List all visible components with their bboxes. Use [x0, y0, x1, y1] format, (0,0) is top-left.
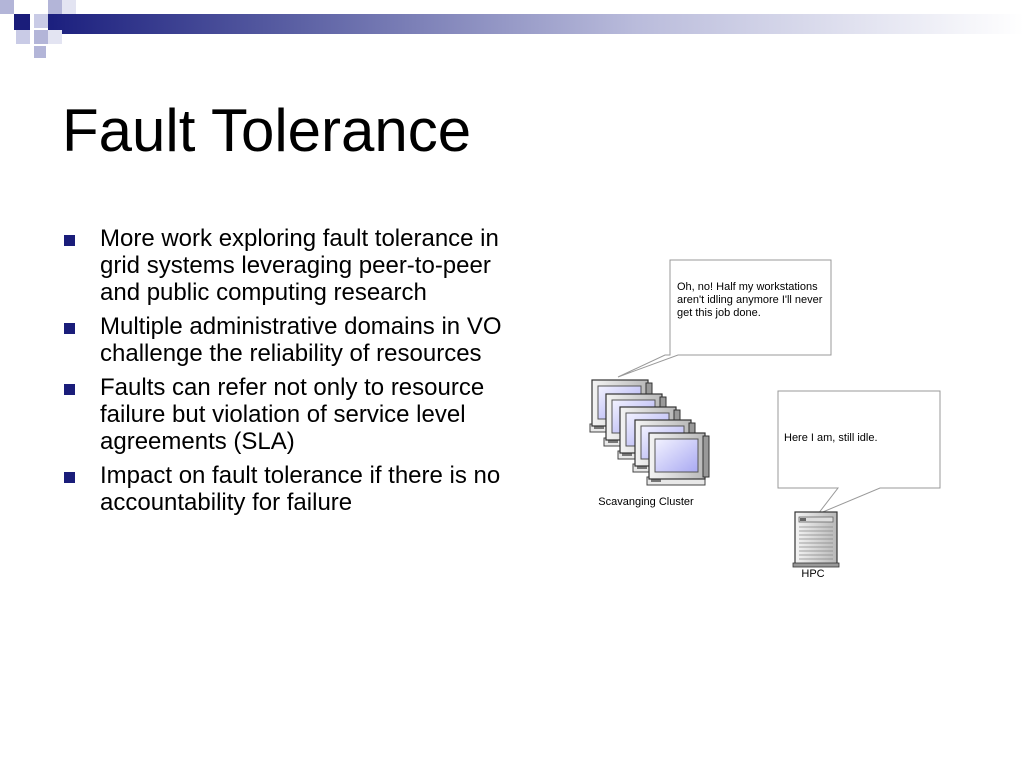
- decor-square: [0, 0, 14, 14]
- slide-title: Fault Tolerance: [62, 97, 472, 164]
- header-gradient-bar: [48, 14, 1024, 34]
- bullet-text: Impact on fault tolerance if there is no accountability for failure: [100, 462, 501, 516]
- square-bullet-icon: [64, 323, 75, 334]
- decor-square: [34, 14, 48, 28]
- bullet-text: Multiple administrative domains in VO challenge the reliability of resources: [100, 313, 502, 367]
- bullet-list: [62, 225, 502, 523]
- server-icon: [793, 512, 839, 567]
- bullet-item: [62, 313, 502, 367]
- decor-square: [48, 0, 62, 14]
- decor-square: [62, 0, 76, 14]
- decor-square: [16, 30, 30, 44]
- bullet-text: Faults can refer not only to resource failure but violation of service level agreements (SLA): [100, 374, 485, 455]
- cluster-caption: Scavanging Cluster: [598, 496, 694, 508]
- decor-square: [14, 14, 30, 30]
- decor-square: [34, 30, 48, 44]
- bullet-item: [62, 462, 502, 516]
- workstation-icon: [647, 433, 709, 485]
- bullet-item: [62, 374, 502, 455]
- callout-cluster-text: Oh, no! Half my workstations aren't idling anymore I'll never get this job done.: [677, 281, 823, 319]
- bullet-text: More work exploring fault tolerance in grid systems leveraging peer-to-peer and public computing research: [100, 225, 499, 306]
- square-bullet-icon: [64, 384, 75, 395]
- hpc-caption: HPC: [801, 568, 825, 580]
- decor-square: [34, 46, 46, 58]
- square-bullet-icon: [64, 472, 75, 483]
- bullet-item: [62, 225, 502, 306]
- header-decoration: [0, 0, 1024, 62]
- decor-square: [48, 30, 62, 44]
- speech-bubble-hpc: [778, 391, 940, 514]
- callout-hpc-text: Here I am, still idle.: [784, 432, 878, 444]
- square-bullet-icon: [64, 235, 75, 246]
